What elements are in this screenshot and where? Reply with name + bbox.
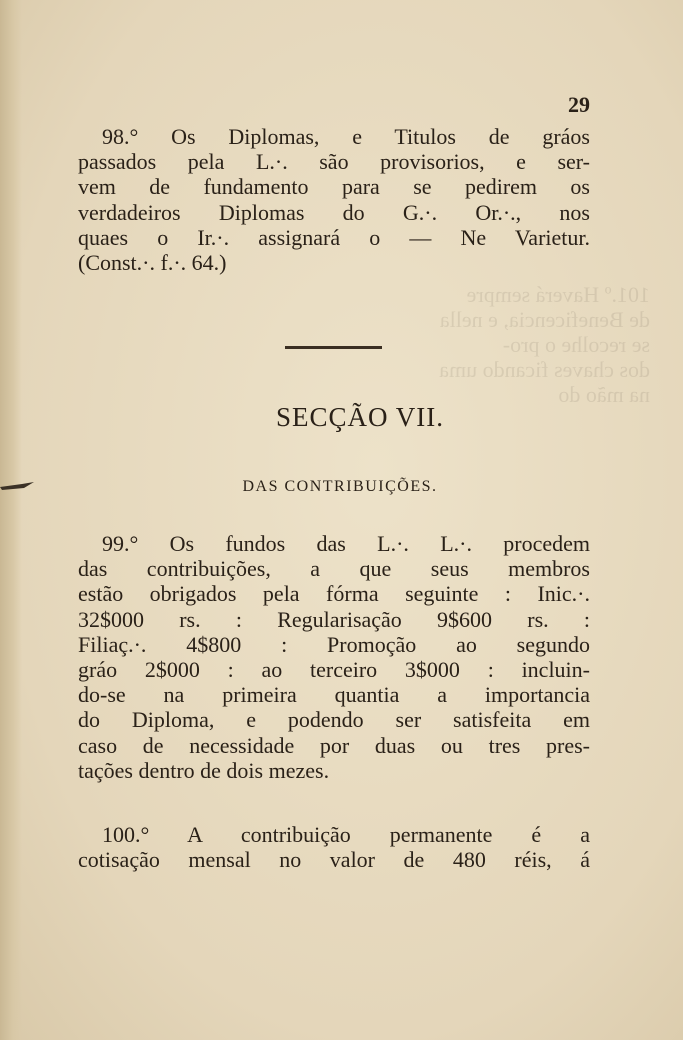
text-line: 98.° Os Diplomas, e Titulos de gráos: [102, 124, 590, 149]
text-line: caso de necessidade por duas ou tres pres-: [78, 732, 590, 758]
text-line: 32$000 rs. : Regularisação 9$600 rs. :: [78, 606, 590, 632]
bleed-line: dos chaves ficando uma na mão do: [439, 357, 650, 407]
section-divider: [285, 346, 382, 349]
paragraph-99: [78, 531, 590, 783]
paragraph-98: [78, 124, 590, 275]
page-number: 29: [568, 92, 590, 117]
text-line: passados pela L.·. são provisorios, e ser-: [78, 149, 590, 175]
text-line: vem de fundamento para se pedirem os: [78, 174, 590, 200]
section-title: SECÇÃO VII.: [275, 402, 445, 432]
text-line: quaes o Ir.·. assignará o — Ne Varietur.: [78, 224, 590, 250]
text-line: estão obrigados pela fórma seguinte : Inic.·.: [78, 581, 590, 607]
text-line: do Diploma, e podendo ser satisfeita em: [78, 707, 590, 733]
text-line: 99.° Os fundos das L.·. L.·. procedem: [102, 531, 590, 556]
text-line: Filiaç.·. 4$800 : Promoção ao segundo: [78, 631, 590, 657]
text-line: (Const.·. f.·. 64.): [78, 250, 227, 276]
text-line: das contribuições, a que seus membros: [78, 556, 590, 582]
bleed-through-text: [430, 282, 650, 407]
text-line: gráo 2$000 : ao terceiro 3$000 : incluin-: [78, 657, 590, 683]
paragraph-100: [78, 822, 590, 872]
bleed-line: de Beneficencia, e nella se recolhe o pro-: [439, 307, 650, 357]
text-line: tações dentro de dois mezes.: [78, 757, 330, 783]
text-line: do-se na primeira quantia a importancia: [78, 682, 590, 708]
text-line: cotisação mensal no valor de 480 réis, á: [78, 847, 590, 873]
text-line: verdadeiros Diplomas do G.·. Or.·., nos: [78, 199, 590, 225]
section-subtitle: DAS CONTRIBUIÇÕES.: [242, 478, 438, 495]
binding-thread-mark: [0, 478, 36, 496]
bleed-line: 101.º Haverá sempre: [466, 282, 650, 307]
text-line: 100.° A contribuição permanente é a: [102, 822, 590, 847]
page-gutter: [0, 0, 22, 1040]
